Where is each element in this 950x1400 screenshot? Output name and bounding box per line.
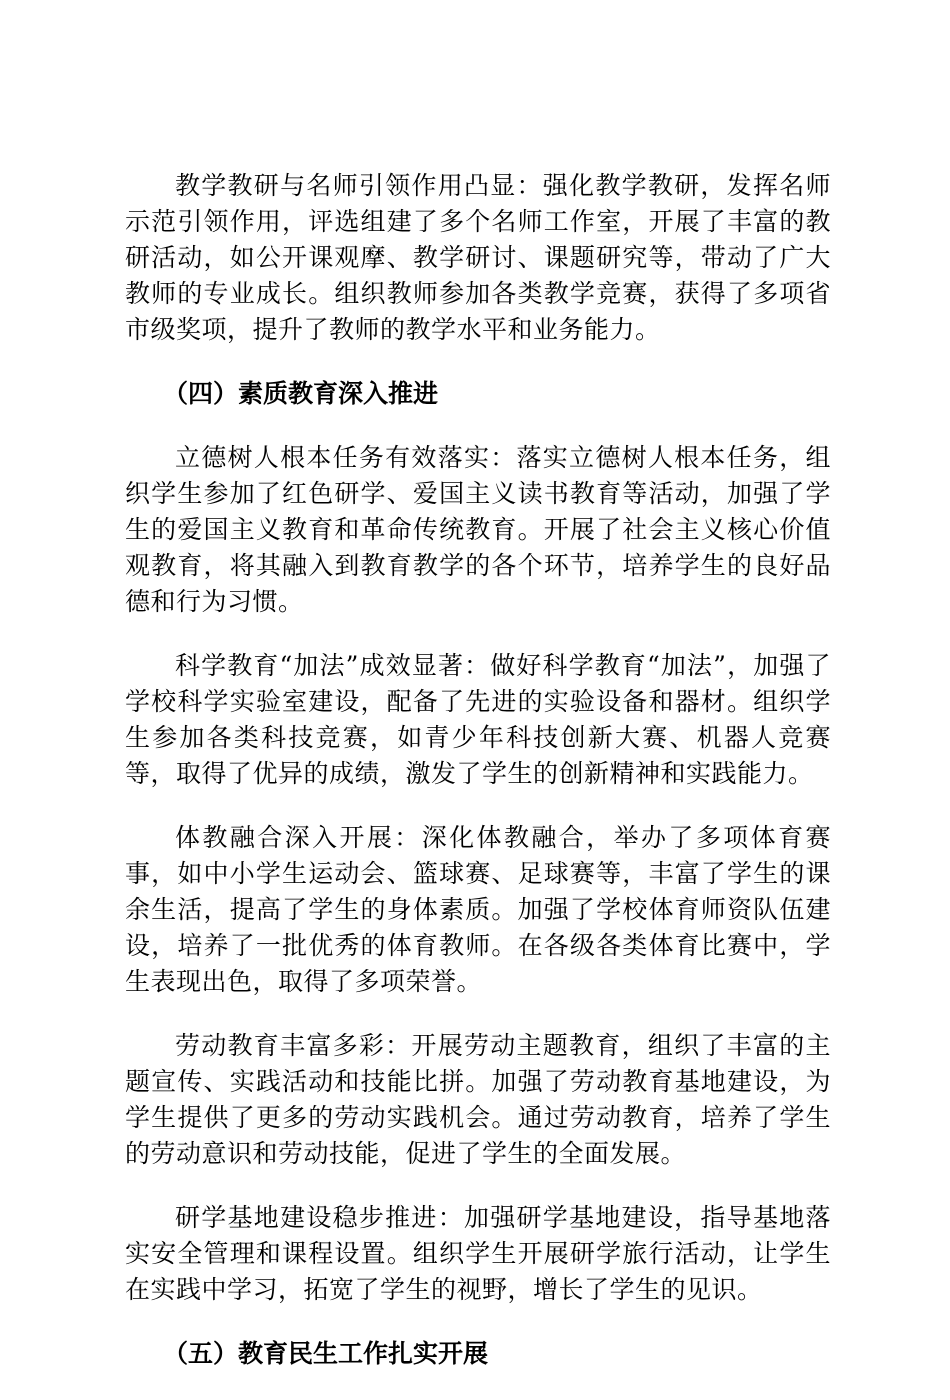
paragraph-labor-education: 劳动教育丰富多彩：开展劳动主题教育，组织了丰富的主题宣传、实践活动和技能比拼。加强了劳动教育基地建设，为学生提供了更多的劳动实践机会。通过劳动教育，培养了学生的劳动意识和劳动技能，促进了学生的全面发展。 bbox=[125, 1031, 831, 1168]
paragraph-moral-education: 立德树人根本任务有效落实：落实立德树人根本任务，组织学生参加了红色研学、爱国主义读书教育等活动，加强了学生的爱国主义教育和革命传统教育。开展了社会主义核心价值观教育，将其融入到教育教学的各个环节，培养学生的良好品德和行为习惯。 bbox=[125, 443, 831, 616]
paragraph-sports-education: 体教融合深入开展：深化体教融合，举办了多项体育赛事，如中小学生运动会、篮球赛、足球赛等，丰富了学生的课余生活，提高了学生的身体素质。加强了学校体育师资队伍建设，培养了一批优秀的体育教师。在各级各类体育比赛中，学生表现出色，取得了多项荣誉。 bbox=[125, 823, 831, 996]
section-heading-4: （四）素质教育深入推进 bbox=[163, 379, 439, 408]
section-heading-5: （五）教育民生工作扎实开展 bbox=[163, 1339, 489, 1368]
paragraph-study-base: 研学基地建设稳步推进：加强研学基地建设，指导基地落实安全管理和课程设置。组织学生开展研学旅行活动，让学生在实践中学习，拓宽了学生的视野，增长了学生的见识。 bbox=[125, 1203, 831, 1304]
paragraph-science-education: 科学教育“加法”成效显著：做好科学教育“加法”，加强了学校科学实验室建设，配备了先进的实验设备和器材。组织学生参加各类科技竞赛，如青少年科技创新大赛、机器人竞赛等，取得了优异的成绩，激发了学生的创新精神和实践能力。 bbox=[125, 651, 831, 788]
document-body bbox=[125, 168, 831, 1400]
paragraph-teaching-research: 教学教研与名师引领作用凸显：强化教学教研，发挥名师示范引领作用，评选组建了多个名师工作室，开展了丰富的教研活动，如公开课观摩、教学研讨、课题研究等，带动了广大教师的专业成长。组织教师参加各类教学竞赛，获得了多项省市级奖项，提升了教师的教学水平和业务能力。 bbox=[125, 171, 831, 344]
